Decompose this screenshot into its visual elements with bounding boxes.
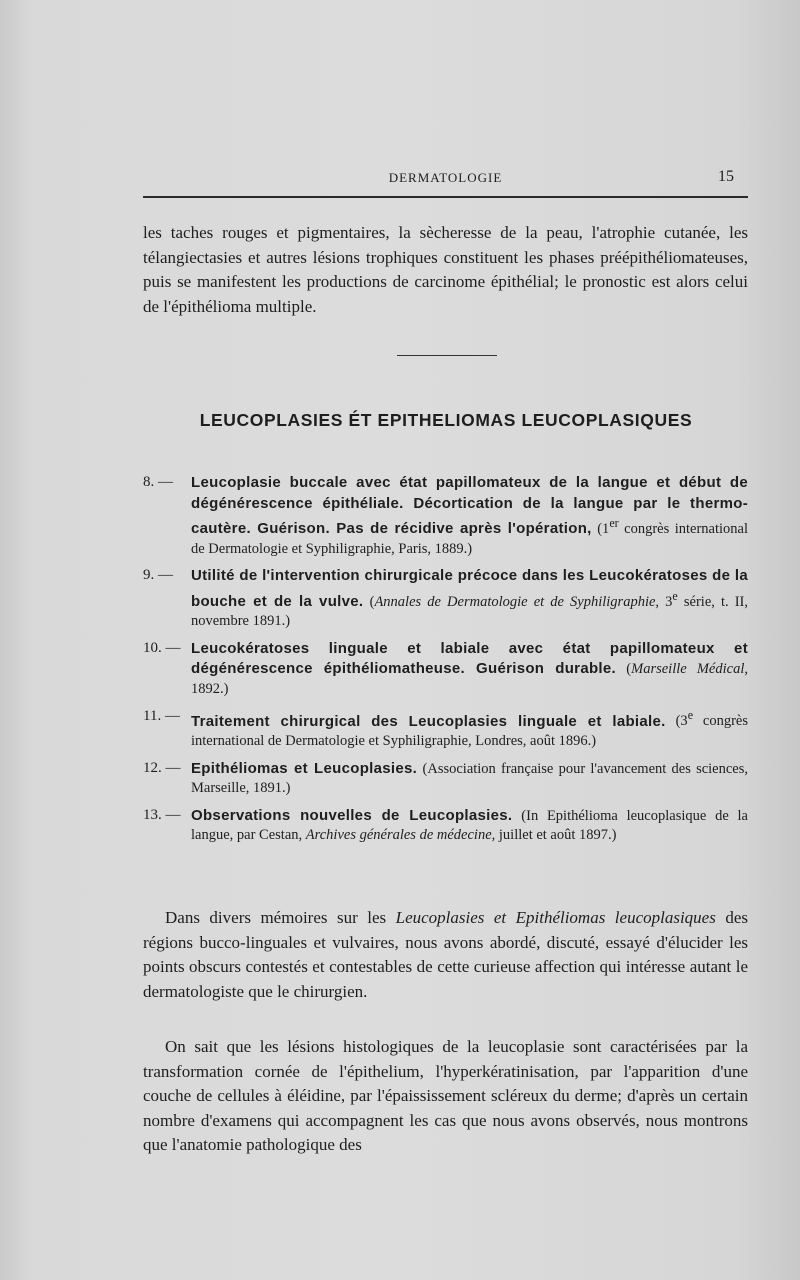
entry-number: 13. — (143, 806, 181, 823)
entry-title: Traitement chirurgical des Leucoplasies linguale et labiale. (191, 712, 666, 730)
header-rule (143, 196, 748, 198)
entry-number: 10. — (143, 639, 181, 656)
entry-number: 9. — (143, 567, 173, 584)
publication-entry-13 (143, 806, 748, 846)
entry-source: (In Epithélioma leucoplasique de la langue, par Cestan, Archives générales de médecine, juillet et août 1897.) (191, 807, 748, 844)
publication-entry-11 (143, 707, 748, 752)
entry-title: Epithéliomas et Leucoplasies. (191, 759, 418, 777)
entry-title: Leucoplasie buccale avec état papillomateux de la langue et début de dégénérescence épithéliale. Décortication de la langue par le thermo-cautère. Guérison. Pas de récidive après l'opération, (191, 474, 748, 538)
publication-list (143, 473, 748, 853)
entry-source: (1er congrès international de Dermatologie et Syphiligraphie, Paris, 1889.) (191, 516, 748, 557)
entry-source: (Association française pour l'avancement des sciences, Marseille, 1891.) (191, 760, 748, 797)
intro-paragraph: les taches rouges et pigmentaires, la sècheresse de la peau, l'atrophie cutanée, les télangiectasies et autres lésions trophiques constituent les phases préépithéliomateuses, puis se manifestent les productions de carcinome épithélial; le pronostic est alors celui de l'épithélioma multiple. (143, 223, 748, 316)
publication-entry-9 (143, 566, 748, 632)
entry-source: (Marseille Médical, 1892.) (191, 661, 748, 697)
running-head-title: DERMATOLOGIE (388, 170, 503, 185)
section-divider (397, 355, 497, 356)
entry-title: Utilité de l'intervention chirurgicale précoce dans les Leucokératoses de la bouche et de la vulve. (191, 567, 748, 610)
page-number: 15 (718, 168, 734, 185)
entry-number: 11. — (143, 707, 180, 724)
section-heading: LEUCOPLASIES ÉT EPITHELIOMAS LEUCOPLASIQUES (199, 410, 693, 430)
publication-entry-10 (143, 639, 748, 700)
publication-entry-12 (143, 759, 748, 799)
entry-title: Leucokératoses linguale et labiale avec état papillomateux et dégénérescence épithéliomatheuse. Guérison durable. (191, 639, 748, 678)
running-head (143, 170, 748, 192)
entry-title: Observations nouvelles de Leucoplasies. (191, 806, 513, 824)
body-paragraph-3: On sait que les lésions histologiques de la leucoplasie sont caractérisées par la transformation cornée de l'épithelium, l'hyperkératinisation, par l'apparition d'une couche de cellules à éléidine, par l'épaississement scléreux du derme; d'après un certain nombre d'examens qui accompagnent les cas que nous avons observés, nous montrons que l'anatomie pathologique des (143, 1037, 748, 1155)
entry-source: (Annales de Dermatologie et de Syphiligraphie, 3e série, t. II, novembre 1891.) (191, 588, 749, 630)
publication-entry-8 (143, 473, 748, 559)
entry-number: 8. — (143, 474, 173, 490)
entry-source: (3e congrès international de Dermatologie et Syphiligraphie, Londres, août 1896.) (191, 708, 748, 750)
body-paragraph-2: Dans divers mémoires sur les Leucoplasies et Epithéliomas leucoplasiques des régions bucco-linguales et vulvaires, nous avons abordé, discuté, essayé d'élucider les points obscurs contestés et contestables de cette curieuse affection qui intéresse autant le dermatologiste que le chirurgien. (143, 908, 749, 1001)
entry-number: 12. — (143, 759, 181, 776)
